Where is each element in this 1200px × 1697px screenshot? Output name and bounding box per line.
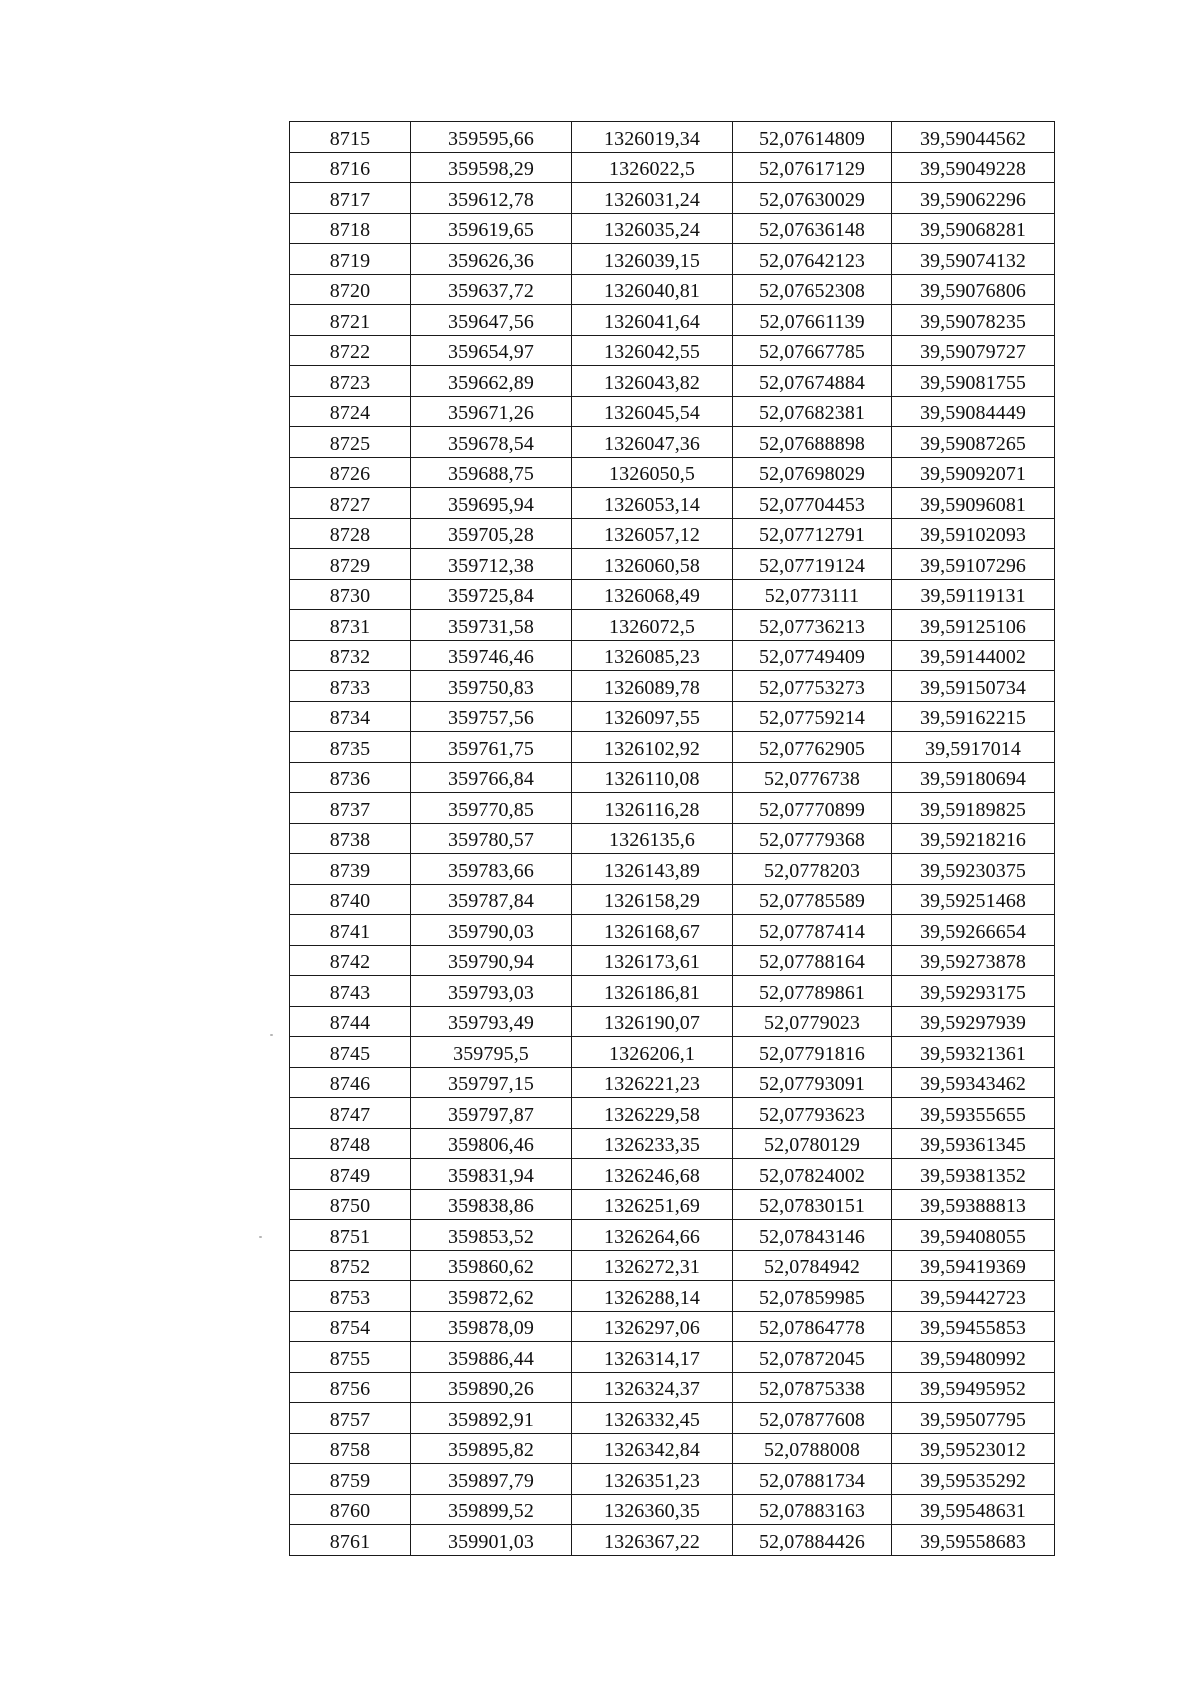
y-coordinate-cell: 1326041,64 [572, 305, 733, 336]
x-coordinate-cell: 359688,75 [411, 457, 572, 488]
table-row [290, 488, 1055, 519]
latitude-cell: 52,07864778 [733, 1311, 892, 1342]
x-coordinate-cell: 359831,94 [411, 1159, 572, 1190]
y-coordinate-cell: 1326068,49 [572, 579, 733, 610]
y-coordinate-cell: 1326102,92 [572, 732, 733, 763]
latitude-cell: 52,0778203 [733, 854, 892, 885]
y-coordinate-cell: 1326229,58 [572, 1098, 733, 1129]
y-coordinate-cell: 1326206,1 [572, 1037, 733, 1068]
latitude-cell: 52,07843146 [733, 1220, 892, 1251]
y-coordinate-cell: 1326031,24 [572, 183, 733, 214]
table-row [290, 1098, 1055, 1129]
y-coordinate-cell: 1326264,66 [572, 1220, 733, 1251]
table-row [290, 884, 1055, 915]
longitude-cell: 39,59044562 [892, 122, 1055, 153]
table-row [290, 518, 1055, 549]
x-coordinate-cell: 359892,91 [411, 1403, 572, 1434]
table-row [290, 854, 1055, 885]
latitude-cell: 52,07881734 [733, 1464, 892, 1495]
longitude-cell: 39,59125106 [892, 610, 1055, 641]
point-number-cell: 8719 [290, 244, 411, 275]
table-row [290, 579, 1055, 610]
point-number-cell: 8744 [290, 1006, 411, 1037]
longitude-cell: 39,59507795 [892, 1403, 1055, 1434]
latitude-cell: 52,07875338 [733, 1372, 892, 1403]
x-coordinate-cell: 359766,84 [411, 762, 572, 793]
y-coordinate-cell: 1326045,54 [572, 396, 733, 427]
longitude-cell: 39,59189825 [892, 793, 1055, 824]
table-row [290, 1250, 1055, 1281]
y-coordinate-cell: 1326110,08 [572, 762, 733, 793]
table-row [290, 1464, 1055, 1495]
point-number-cell: 8745 [290, 1037, 411, 1068]
y-coordinate-cell: 1326097,55 [572, 701, 733, 732]
latitude-cell: 52,0779023 [733, 1006, 892, 1037]
scan-speck [259, 1236, 262, 1238]
point-number-cell: 8731 [290, 610, 411, 641]
longitude-cell: 39,59068281 [892, 213, 1055, 244]
longitude-cell: 39,59297939 [892, 1006, 1055, 1037]
x-coordinate-cell: 359671,26 [411, 396, 572, 427]
point-number-cell: 8729 [290, 549, 411, 580]
x-coordinate-cell: 359705,28 [411, 518, 572, 549]
point-number-cell: 8755 [290, 1342, 411, 1373]
longitude-cell: 39,59455853 [892, 1311, 1055, 1342]
longitude-cell: 39,59218216 [892, 823, 1055, 854]
latitude-cell: 52,07712791 [733, 518, 892, 549]
x-coordinate-cell: 359746,46 [411, 640, 572, 671]
y-coordinate-cell: 1326351,23 [572, 1464, 733, 1495]
latitude-cell: 52,07688898 [733, 427, 892, 458]
latitude-cell: 52,07830151 [733, 1189, 892, 1220]
point-number-cell: 8739 [290, 854, 411, 885]
latitude-cell: 52,07789861 [733, 976, 892, 1007]
table-row [290, 152, 1055, 183]
latitude-cell: 52,07872045 [733, 1342, 892, 1373]
x-coordinate-cell: 359787,84 [411, 884, 572, 915]
longitude-cell: 39,59087265 [892, 427, 1055, 458]
y-coordinate-cell: 1326360,35 [572, 1494, 733, 1525]
y-coordinate-cell: 1326246,68 [572, 1159, 733, 1190]
table-row [290, 610, 1055, 641]
table-row [290, 1067, 1055, 1098]
x-coordinate-cell: 359612,78 [411, 183, 572, 214]
table-row [290, 305, 1055, 336]
table-row [290, 213, 1055, 244]
longitude-cell: 39,59523012 [892, 1433, 1055, 1464]
table-row [290, 640, 1055, 671]
point-number-cell: 8760 [290, 1494, 411, 1525]
point-number-cell: 8720 [290, 274, 411, 305]
x-coordinate-cell: 359731,58 [411, 610, 572, 641]
x-coordinate-cell: 359797,15 [411, 1067, 572, 1098]
table-row [290, 122, 1055, 153]
point-number-cell: 8733 [290, 671, 411, 702]
point-number-cell: 8721 [290, 305, 411, 336]
table-row [290, 976, 1055, 1007]
point-number-cell: 8751 [290, 1220, 411, 1251]
longitude-cell: 39,59107296 [892, 549, 1055, 580]
latitude-cell: 52,07770899 [733, 793, 892, 824]
longitude-cell: 39,59442723 [892, 1281, 1055, 1312]
point-number-cell: 8736 [290, 762, 411, 793]
longitude-cell: 39,59361345 [892, 1128, 1055, 1159]
longitude-cell: 39,59150734 [892, 671, 1055, 702]
y-coordinate-cell: 1326367,22 [572, 1525, 733, 1556]
x-coordinate-cell: 359790,03 [411, 915, 572, 946]
longitude-cell: 39,59419369 [892, 1250, 1055, 1281]
latitude-cell: 52,07642123 [733, 244, 892, 275]
y-coordinate-cell: 1326060,58 [572, 549, 733, 580]
longitude-cell: 39,59558683 [892, 1525, 1055, 1556]
point-number-cell: 8718 [290, 213, 411, 244]
point-number-cell: 8732 [290, 640, 411, 671]
latitude-cell: 52,07617129 [733, 152, 892, 183]
point-number-cell: 8757 [290, 1403, 411, 1434]
longitude-cell: 39,59381352 [892, 1159, 1055, 1190]
point-number-cell: 8716 [290, 152, 411, 183]
y-coordinate-cell: 1326221,23 [572, 1067, 733, 1098]
x-coordinate-cell: 359761,75 [411, 732, 572, 763]
table-row [290, 945, 1055, 976]
x-coordinate-cell: 359860,62 [411, 1250, 572, 1281]
point-number-cell: 8727 [290, 488, 411, 519]
longitude-cell: 39,59092071 [892, 457, 1055, 488]
table-row [290, 1159, 1055, 1190]
y-coordinate-cell: 1326143,89 [572, 854, 733, 885]
point-number-cell: 8748 [290, 1128, 411, 1159]
point-number-cell: 8737 [290, 793, 411, 824]
table-row [290, 1006, 1055, 1037]
table-row [290, 1311, 1055, 1342]
x-coordinate-cell: 359895,82 [411, 1433, 572, 1464]
latitude-cell: 52,07749409 [733, 640, 892, 671]
point-number-cell: 8742 [290, 945, 411, 976]
longitude-cell: 39,59388813 [892, 1189, 1055, 1220]
point-number-cell: 8753 [290, 1281, 411, 1312]
point-number-cell: 8756 [290, 1372, 411, 1403]
table-row [290, 366, 1055, 397]
longitude-cell: 39,59096081 [892, 488, 1055, 519]
point-number-cell: 8749 [290, 1159, 411, 1190]
longitude-cell: 39,59480992 [892, 1342, 1055, 1373]
latitude-cell: 52,07636148 [733, 213, 892, 244]
latitude-cell: 52,0788008 [733, 1433, 892, 1464]
point-number-cell: 8728 [290, 518, 411, 549]
point-number-cell: 8715 [290, 122, 411, 153]
longitude-cell: 39,59321361 [892, 1037, 1055, 1068]
y-coordinate-cell: 1326324,37 [572, 1372, 733, 1403]
y-coordinate-cell: 1326332,45 [572, 1403, 733, 1434]
table-row [290, 335, 1055, 366]
x-coordinate-cell: 359783,66 [411, 854, 572, 885]
point-number-cell: 8723 [290, 366, 411, 397]
longitude-cell: 39,59119131 [892, 579, 1055, 610]
longitude-cell: 39,59408055 [892, 1220, 1055, 1251]
x-coordinate-cell: 359838,86 [411, 1189, 572, 1220]
x-coordinate-cell: 359797,87 [411, 1098, 572, 1129]
point-number-cell: 8734 [290, 701, 411, 732]
x-coordinate-cell: 359595,66 [411, 122, 572, 153]
table-row [290, 823, 1055, 854]
point-number-cell: 8759 [290, 1464, 411, 1495]
longitude-cell: 39,59273878 [892, 945, 1055, 976]
x-coordinate-cell: 359901,03 [411, 1525, 572, 1556]
x-coordinate-cell: 359806,46 [411, 1128, 572, 1159]
table-row [290, 1433, 1055, 1464]
longitude-cell: 39,59266654 [892, 915, 1055, 946]
y-coordinate-cell: 1326288,14 [572, 1281, 733, 1312]
table-row [290, 396, 1055, 427]
point-number-cell: 8758 [290, 1433, 411, 1464]
x-coordinate-cell: 359853,52 [411, 1220, 572, 1251]
y-coordinate-cell: 1326072,5 [572, 610, 733, 641]
x-coordinate-cell: 359712,38 [411, 549, 572, 580]
latitude-cell: 52,07753273 [733, 671, 892, 702]
y-coordinate-cell: 1326168,67 [572, 915, 733, 946]
longitude-cell: 39,59144002 [892, 640, 1055, 671]
longitude-cell: 39,59230375 [892, 854, 1055, 885]
y-coordinate-cell: 1326314,17 [572, 1342, 733, 1373]
y-coordinate-cell: 1326190,07 [572, 1006, 733, 1037]
latitude-cell: 52,07736213 [733, 610, 892, 641]
y-coordinate-cell: 1326251,69 [572, 1189, 733, 1220]
longitude-cell: 39,59251468 [892, 884, 1055, 915]
latitude-cell: 52,0776738 [733, 762, 892, 793]
x-coordinate-cell: 359780,57 [411, 823, 572, 854]
table-row [290, 427, 1055, 458]
latitude-cell: 52,07704453 [733, 488, 892, 519]
x-coordinate-cell: 359890,26 [411, 1372, 572, 1403]
point-number-cell: 8754 [290, 1311, 411, 1342]
table-row [290, 1128, 1055, 1159]
y-coordinate-cell: 1326342,84 [572, 1433, 733, 1464]
point-number-cell: 8750 [290, 1189, 411, 1220]
x-coordinate-cell: 359897,79 [411, 1464, 572, 1495]
longitude-cell: 39,59049228 [892, 152, 1055, 183]
point-number-cell: 8741 [290, 915, 411, 946]
table-row [290, 1220, 1055, 1251]
y-coordinate-cell: 1326135,6 [572, 823, 733, 854]
latitude-cell: 52,07788164 [733, 945, 892, 976]
longitude-cell: 39,59355655 [892, 1098, 1055, 1129]
x-coordinate-cell: 359647,56 [411, 305, 572, 336]
table-row [290, 1403, 1055, 1434]
table-row [290, 1189, 1055, 1220]
point-number-cell: 8743 [290, 976, 411, 1007]
point-number-cell: 8747 [290, 1098, 411, 1129]
point-number-cell: 8740 [290, 884, 411, 915]
table-row [290, 244, 1055, 275]
x-coordinate-cell: 359770,85 [411, 793, 572, 824]
y-coordinate-cell: 1326040,81 [572, 274, 733, 305]
latitude-cell: 52,07877608 [733, 1403, 892, 1434]
y-coordinate-cell: 1326297,06 [572, 1311, 733, 1342]
latitude-cell: 52,07682381 [733, 396, 892, 427]
y-coordinate-cell: 1326173,61 [572, 945, 733, 976]
latitude-cell: 52,07859985 [733, 1281, 892, 1312]
latitude-cell: 52,07824002 [733, 1159, 892, 1190]
table-row [290, 1342, 1055, 1373]
y-coordinate-cell: 1326233,35 [572, 1128, 733, 1159]
longitude-cell: 39,59102093 [892, 518, 1055, 549]
y-coordinate-cell: 1326272,31 [572, 1250, 733, 1281]
y-coordinate-cell: 1326019,34 [572, 122, 733, 153]
table-row [290, 549, 1055, 580]
longitude-cell: 39,59079727 [892, 335, 1055, 366]
latitude-cell: 52,07719124 [733, 549, 892, 580]
y-coordinate-cell: 1326039,15 [572, 244, 733, 275]
longitude-cell: 39,59180694 [892, 762, 1055, 793]
x-coordinate-cell: 359662,89 [411, 366, 572, 397]
x-coordinate-cell: 359793,49 [411, 1006, 572, 1037]
table-row [290, 701, 1055, 732]
y-coordinate-cell: 1326057,12 [572, 518, 733, 549]
point-number-cell: 8738 [290, 823, 411, 854]
table-row [290, 671, 1055, 702]
x-coordinate-cell: 359790,94 [411, 945, 572, 976]
x-coordinate-cell: 359899,52 [411, 1494, 572, 1525]
x-coordinate-cell: 359637,72 [411, 274, 572, 305]
point-number-cell: 8730 [290, 579, 411, 610]
y-coordinate-cell: 1326085,23 [572, 640, 733, 671]
x-coordinate-cell: 359695,94 [411, 488, 572, 519]
x-coordinate-cell: 359793,03 [411, 976, 572, 1007]
latitude-cell: 52,07787414 [733, 915, 892, 946]
latitude-cell: 52,07793623 [733, 1098, 892, 1129]
table-row [290, 1037, 1055, 1068]
longitude-cell: 39,59062296 [892, 183, 1055, 214]
table-row [290, 915, 1055, 946]
latitude-cell: 52,07791816 [733, 1037, 892, 1068]
table-row [290, 183, 1055, 214]
point-number-cell: 8735 [290, 732, 411, 763]
longitude-cell: 39,59343462 [892, 1067, 1055, 1098]
x-coordinate-cell: 359654,97 [411, 335, 572, 366]
longitude-cell: 39,5917014 [892, 732, 1055, 763]
latitude-cell: 52,07674884 [733, 366, 892, 397]
table-row [290, 793, 1055, 824]
y-coordinate-cell: 1326050,5 [572, 457, 733, 488]
point-number-cell: 8761 [290, 1525, 411, 1556]
latitude-cell: 52,07667785 [733, 335, 892, 366]
latitude-cell: 52,07630029 [733, 183, 892, 214]
x-coordinate-cell: 359878,09 [411, 1311, 572, 1342]
y-coordinate-cell: 1326053,14 [572, 488, 733, 519]
coordinates-table [289, 121, 1055, 1556]
point-number-cell: 8752 [290, 1250, 411, 1281]
table-row [290, 762, 1055, 793]
point-number-cell: 8726 [290, 457, 411, 488]
latitude-cell: 52,07661139 [733, 305, 892, 336]
longitude-cell: 39,59084449 [892, 396, 1055, 427]
y-coordinate-cell: 1326158,29 [572, 884, 733, 915]
point-number-cell: 8722 [290, 335, 411, 366]
y-coordinate-cell: 1326116,28 [572, 793, 733, 824]
y-coordinate-cell: 1326047,36 [572, 427, 733, 458]
x-coordinate-cell: 359872,62 [411, 1281, 572, 1312]
latitude-cell: 52,07779368 [733, 823, 892, 854]
latitude-cell: 52,0773111 [733, 579, 892, 610]
latitude-cell: 52,07698029 [733, 457, 892, 488]
longitude-cell: 39,59078235 [892, 305, 1055, 336]
longitude-cell: 39,59535292 [892, 1464, 1055, 1495]
scan-speck [270, 1034, 273, 1036]
latitude-cell: 52,07883163 [733, 1494, 892, 1525]
table-row [290, 274, 1055, 305]
longitude-cell: 39,59081755 [892, 366, 1055, 397]
longitude-cell: 39,59074132 [892, 244, 1055, 275]
y-coordinate-cell: 1326043,82 [572, 366, 733, 397]
x-coordinate-cell: 359886,44 [411, 1342, 572, 1373]
x-coordinate-cell: 359598,29 [411, 152, 572, 183]
point-number-cell: 8746 [290, 1067, 411, 1098]
table-row [290, 1494, 1055, 1525]
point-number-cell: 8717 [290, 183, 411, 214]
latitude-cell: 52,0780129 [733, 1128, 892, 1159]
latitude-cell: 52,07652308 [733, 274, 892, 305]
y-coordinate-cell: 1326042,55 [572, 335, 733, 366]
y-coordinate-cell: 1326022,5 [572, 152, 733, 183]
x-coordinate-cell: 359750,83 [411, 671, 572, 702]
latitude-cell: 52,07762905 [733, 732, 892, 763]
table-row [290, 1372, 1055, 1403]
longitude-cell: 39,59548631 [892, 1494, 1055, 1525]
point-number-cell: 8725 [290, 427, 411, 458]
y-coordinate-cell: 1326035,24 [572, 213, 733, 244]
coordinates-table-body [290, 122, 1055, 1556]
x-coordinate-cell: 359725,84 [411, 579, 572, 610]
longitude-cell: 39,59076806 [892, 274, 1055, 305]
x-coordinate-cell: 359795,5 [411, 1037, 572, 1068]
latitude-cell: 52,07884426 [733, 1525, 892, 1556]
latitude-cell: 52,0784942 [733, 1250, 892, 1281]
y-coordinate-cell: 1326089,78 [572, 671, 733, 702]
table-row [290, 1281, 1055, 1312]
latitude-cell: 52,07785589 [733, 884, 892, 915]
x-coordinate-cell: 359619,65 [411, 213, 572, 244]
longitude-cell: 39,59293175 [892, 976, 1055, 1007]
longitude-cell: 39,59495952 [892, 1372, 1055, 1403]
table-row [290, 732, 1055, 763]
x-coordinate-cell: 359757,56 [411, 701, 572, 732]
latitude-cell: 52,07759214 [733, 701, 892, 732]
x-coordinate-cell: 359626,36 [411, 244, 572, 275]
point-number-cell: 8724 [290, 396, 411, 427]
table-row [290, 1525, 1055, 1556]
table-row [290, 457, 1055, 488]
latitude-cell: 52,07614809 [733, 122, 892, 153]
x-coordinate-cell: 359678,54 [411, 427, 572, 458]
latitude-cell: 52,07793091 [733, 1067, 892, 1098]
y-coordinate-cell: 1326186,81 [572, 976, 733, 1007]
longitude-cell: 39,59162215 [892, 701, 1055, 732]
